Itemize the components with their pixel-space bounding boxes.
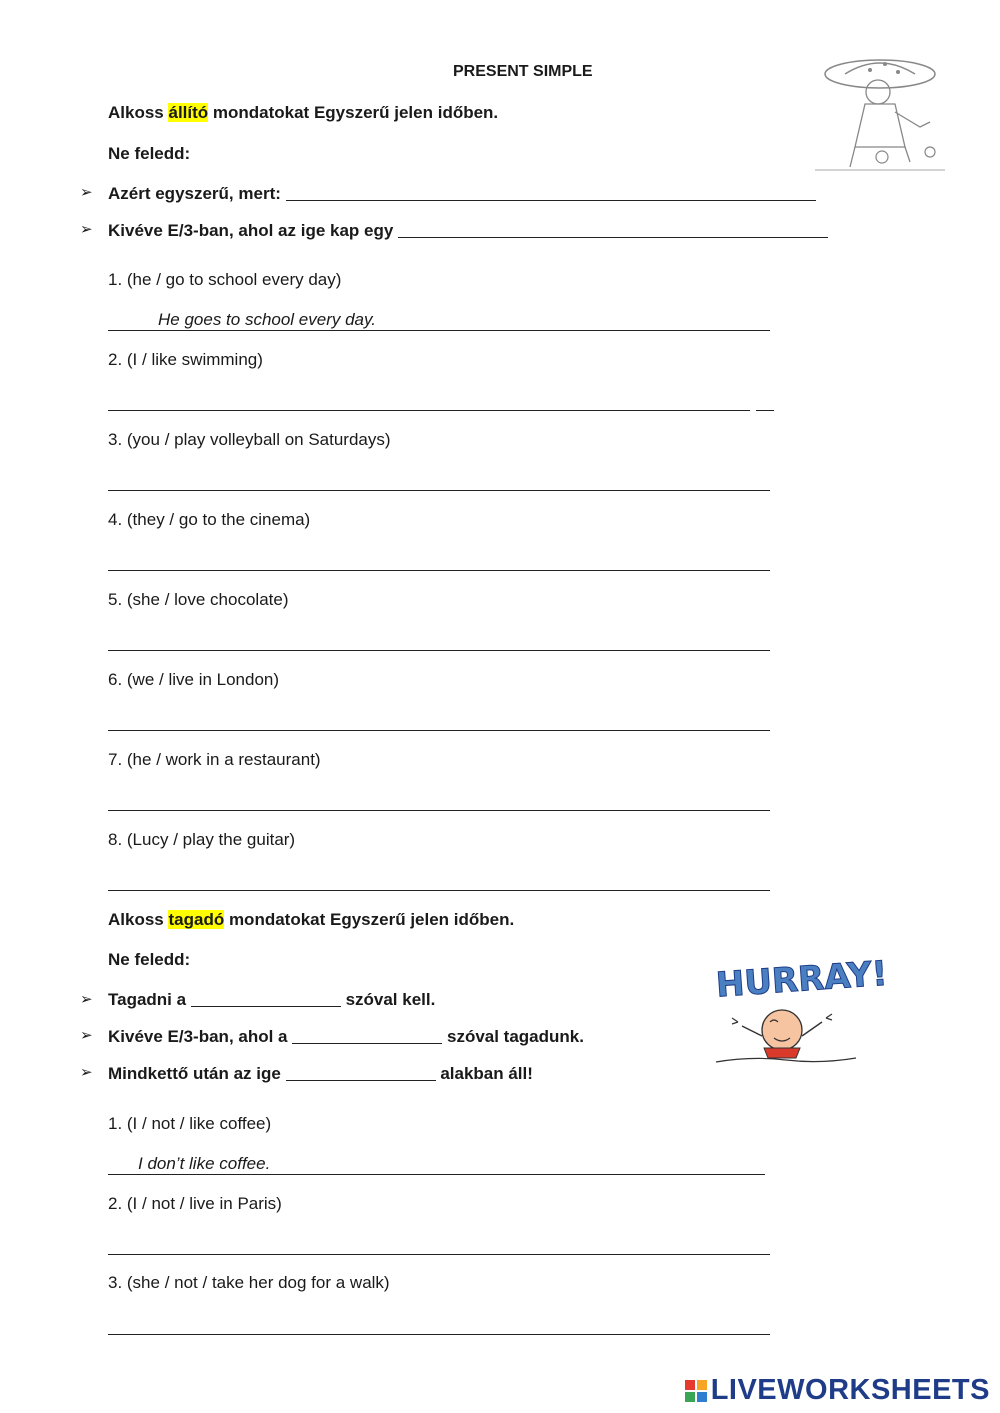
instruction-text: Alkoss (108, 103, 169, 122)
brand-text: LIVEWORKSHEETS (710, 1374, 990, 1406)
item-prompt: 3. (you / play volleyball on Saturdays) (108, 430, 391, 449)
arrow-bullet-icon: ➢ (80, 1064, 93, 1081)
instruction-text: Alkoss (108, 910, 169, 929)
bullet-mindketto (108, 1064, 533, 1084)
arrow-bullet-icon: ➢ (80, 184, 93, 201)
instruction-text: mondatokat Egyszerű jelen időben. (208, 103, 499, 122)
item-prompt: 4. (they / go to the cinema) (108, 510, 311, 529)
bullet-tagadni (108, 990, 435, 1010)
answer-field[interactable] (108, 390, 750, 411)
item-prompt: 2. (I / not / live in Paris) (108, 1194, 282, 1213)
fill-blank[interactable] (286, 1064, 436, 1081)
bullet-1 (108, 184, 816, 204)
answer-field[interactable] (108, 1154, 765, 1175)
section2-instruction (108, 910, 514, 930)
item-prompt: 5. (she / love chocolate) (108, 590, 289, 609)
highlight-tagado: tagadó (168, 910, 225, 929)
liveworksheets-logo (685, 1374, 990, 1407)
bullet-text: Kivéve E/3-ban, ahol az ige kap egy (108, 221, 394, 240)
answer-field[interactable] (108, 630, 770, 651)
fill-blank[interactable] (398, 221, 828, 238)
bullet-text: Mindkettő után az ige (108, 1064, 281, 1083)
item-prompt: 7. (he / work in a restaurant) (108, 750, 321, 769)
fill-blank[interactable] (191, 990, 341, 1007)
girl-illustration (810, 52, 950, 172)
arrow-bullet-icon: ➢ (80, 1027, 93, 1044)
answer-text: I don’t like coffee. (138, 1154, 271, 1173)
answer-field[interactable] (108, 550, 770, 571)
item-prompt: 1. (he / go to school every day) (108, 270, 342, 289)
fill-blank[interactable] (286, 184, 816, 201)
bullet-text: alakban áll! (440, 1064, 533, 1083)
section1-reminder: Ne feledd: (108, 144, 191, 163)
highlight-allito: állító (168, 103, 209, 122)
bullet-text: szóval tagadunk. (446, 1027, 584, 1046)
bullet-text: szóval kell. (345, 990, 436, 1009)
answer-field[interactable] (108, 470, 770, 491)
bullet-text: Kivéve E/3-ban, ahol a (108, 1027, 288, 1046)
answer-field[interactable] (108, 870, 770, 891)
section1-instruction (108, 103, 498, 123)
answer-field[interactable] (108, 790, 770, 811)
section2-reminder: Ne feledd: (108, 950, 191, 969)
arrow-bullet-icon: ➢ (80, 991, 93, 1008)
answer-field[interactable] (108, 710, 770, 731)
arrow-bullet-icon: ➢ (80, 221, 93, 238)
bullet-text: Azért egyszerű, mert: (108, 184, 281, 203)
answer-text: He goes to school every day. (158, 310, 376, 329)
answer-field-extra[interactable] (756, 390, 774, 411)
item-prompt: 2. (I / like swimming) (108, 350, 263, 369)
item-prompt: 6. (we / live in London) (108, 670, 280, 689)
hurray-text: HURRAY! (714, 953, 889, 1006)
item-prompt: 3. (she / not / take her dog for a walk) (108, 1273, 390, 1292)
bullet-text: Tagadni a (108, 990, 187, 1009)
item-prompt: 8. (Lucy / play the guitar) (108, 830, 296, 849)
bullet-2 (108, 221, 828, 241)
answer-field[interactable] (108, 310, 770, 331)
answer-field[interactable] (108, 1234, 770, 1255)
item-prompt: 1. (I / not / like coffee) (108, 1114, 272, 1133)
instruction-text: mondatokat Egyszerű jelen időben. (224, 910, 515, 929)
answer-field[interactable] (108, 1314, 770, 1335)
fill-blank[interactable] (292, 1027, 442, 1044)
page-title: PRESENT SIMPLE (453, 63, 593, 80)
bullet-kiveve (108, 1027, 584, 1047)
logo-mark-icon (685, 1380, 707, 1402)
hurray-illustration (712, 952, 889, 1070)
